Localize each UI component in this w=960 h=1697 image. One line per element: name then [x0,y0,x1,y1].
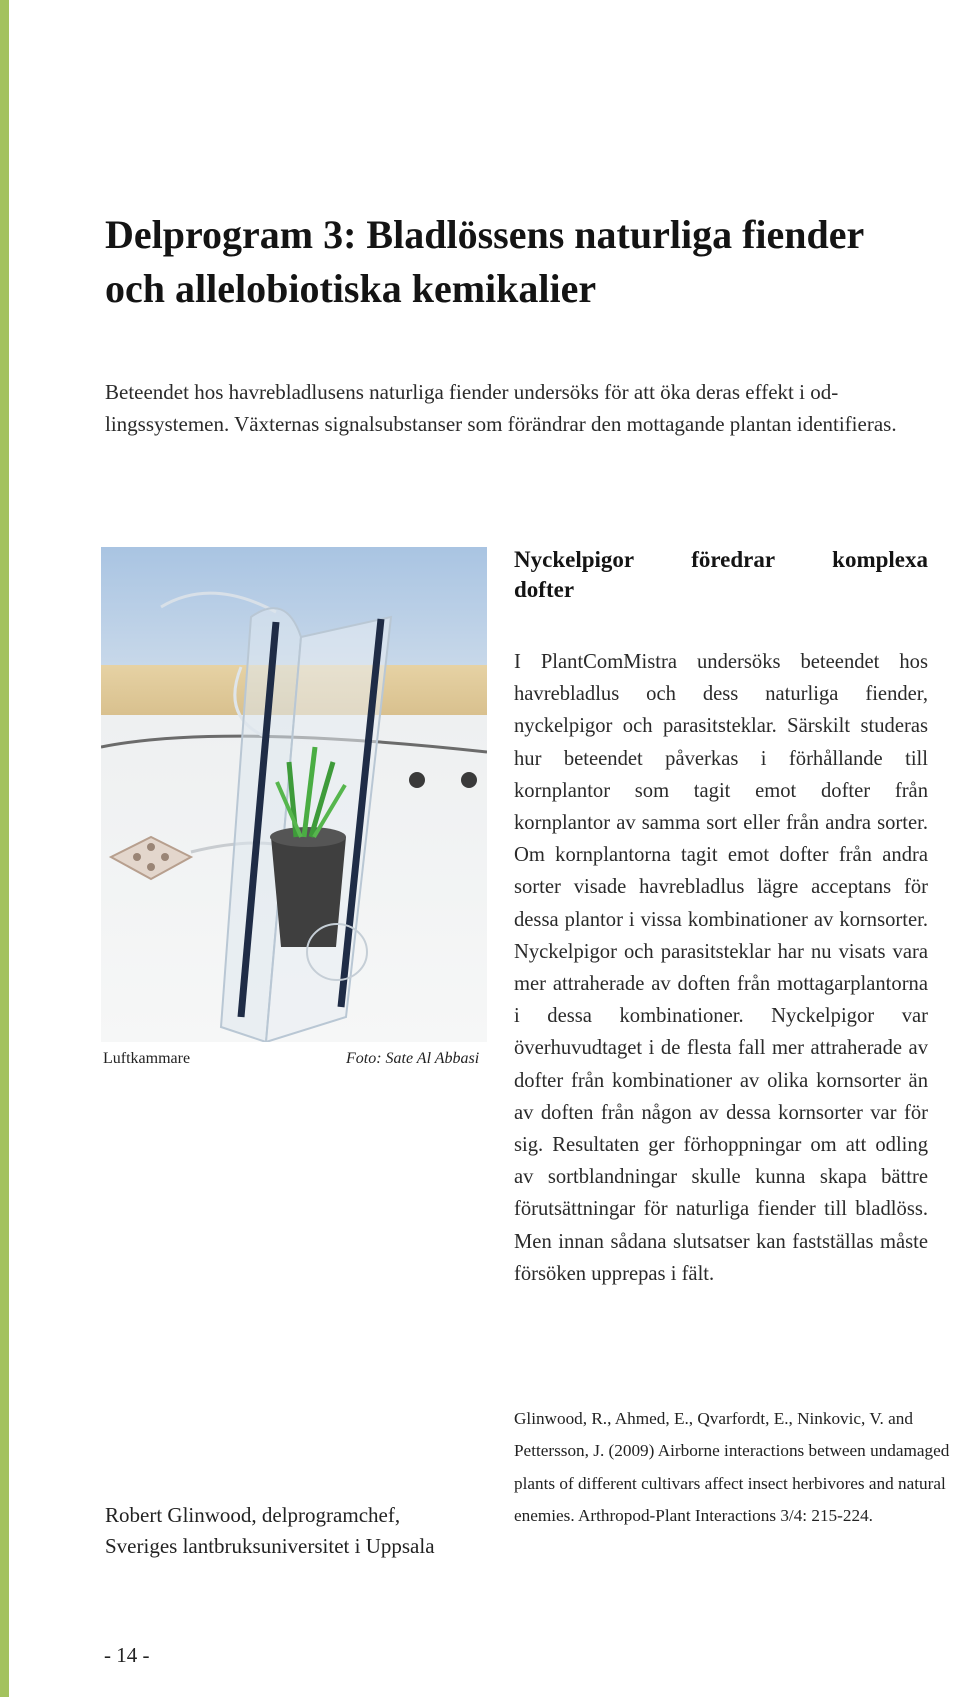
author-affiliation: Sveriges lantbruksuniversitet i Uppsala [105,1534,435,1558]
page-title [105,208,945,316]
article-body: I PlantComMistra undersöks beteendet hos havrebladlus och dess naturliga fiender, nyckelpigor och parasitsteklar. Särskilt studeras hur beteendet påverkas i förhållande till kornplantor som tagit emot dofter från kornplantor av samma sort eller från andra sorter. Om kornplantorna tagit emot dofter från andra sorter visade havrebladlus lägre acceptans för dessa plantor i vissa kombinationer av kornsorter. Nyckelpigor och parasitsteklar har nu visats vara mer attraherade av doften från mottagarplantorna i dessa kombinationer. Nyckelpigor var överhuvudtaget i de flesta fall mer attraherade av dofter från kombinationer av olika kornsorter än av doften från någon av dessa kornsorter var för sig. Resultaten ger förhoppningar om att odling av sortblandningar skulle kunna skapa bättre förutsättningar för naturliga fiender till bladlöss. Men innan sådana slutsatser kan fastställas måste försöken upprepas i fält. [514,651,928,1285]
air-chamber-photo [101,547,487,1042]
section-heading-line-2: dofter [514,577,575,602]
section-heading-line-1: Nyckelpigor föredrar komplexa [514,547,928,572]
intro-paragraph: Beteendet hos havrebladlusens naturliga fiender undersöks för att öka deras effekt i odlingssystemen. Växternas signalsubstanser som förändrar den mottagande plantan identifieras. [105,380,897,436]
page-title-line-2: och allelobiotiska kemikalier [105,266,597,311]
author-name-role: Robert Glinwood, delprogramchef, [105,1503,401,1527]
page-title-line-1: Delprogram 3: Bladlössens naturliga fiender [105,212,865,257]
figure-caption: Luftkammare [103,1050,191,1067]
page-number: - 14 - [104,1643,150,1667]
page-margin-accent-bar [0,0,9,1697]
air-chamber-illustration [101,547,487,1042]
author-credit [105,1500,505,1562]
reference-citation: Glinwood, R., Ahmed, E., Qvarfordt, E., Ninkovic, V. and Pettersson, J. (2009) Airborne interactions between undamaged plants of different cultivars affect insect herbivores and natural enemies. Arthropod-Plant Interactions 3/4: 215-224. [514,1409,950,1526]
photo-credit: Foto: Sate Al Abbasi [346,1050,480,1067]
